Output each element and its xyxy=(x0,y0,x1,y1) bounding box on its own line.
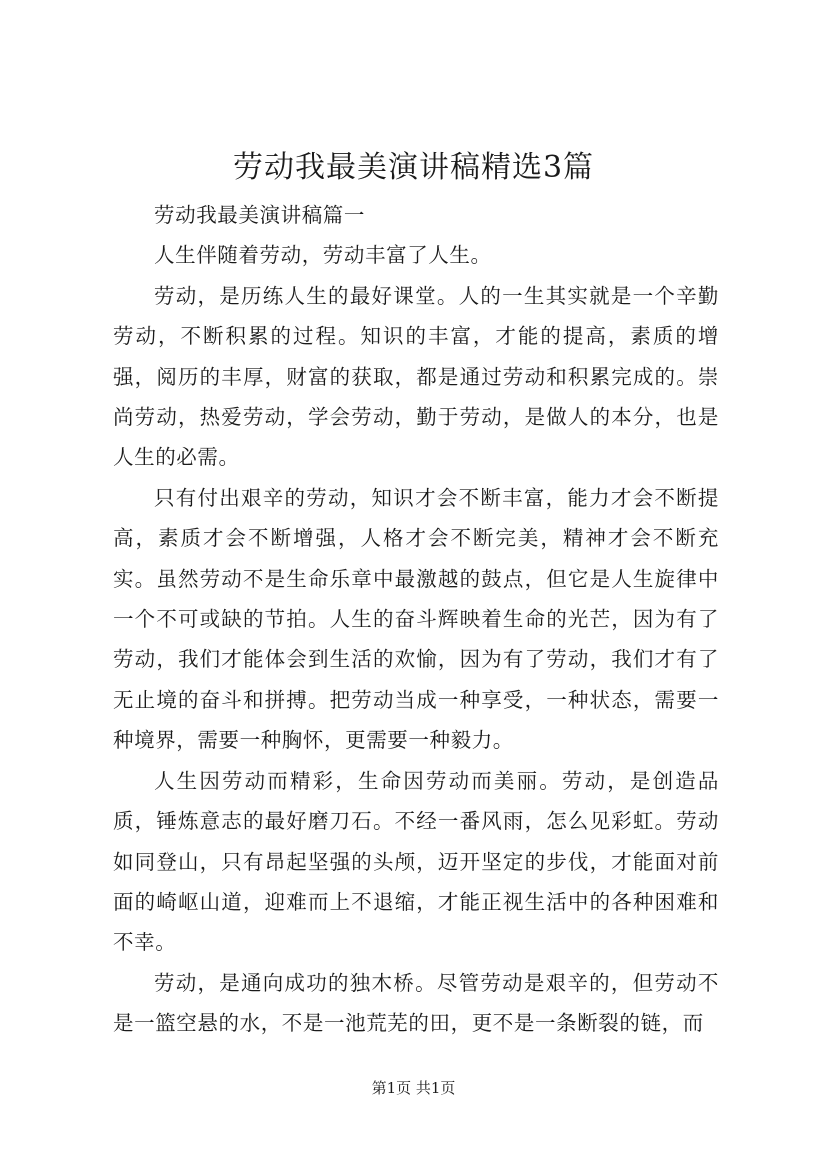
paragraph: 劳动，是历练人生的最好课堂。人的一生其实就是一个辛勤劳动，不断积累的过程。知识的丰富，才能的提高，素质的增强，阅历的丰厚，财富的获取，都是通过劳动和积累完成的。崇尚劳动，热爱劳动，学会劳动，勤于劳动，是做人的本分，也是人生的必需。 xyxy=(113,283,719,470)
document-title: 劳动我最美演讲稿精选3篇 xyxy=(232,150,595,185)
section-heading: 劳动我最美演讲稿篇一 xyxy=(154,203,365,227)
paragraph: 人生伴随着劳动，劳动丰富了人生。 xyxy=(154,243,492,268)
paragraph: 只有付出艰辛的劳动，知识才会不断丰富，能力才会不断提高，素质才会不断增强，人格才会不断完美，精神才会不断充实。虽然劳动不是生命乐章中最激越的鼓点，但它是人生旋律中一个不可或缺的节拍。人生的奋斗辉映着生命的光芒，因为有了劳动，我们才能体会到生活的欢愉，因为有了劳动，我们才有了无止境的奋斗和拼搏。把劳动当成一种享受，一种状态，需要一种境界，需要一种胸怀，更需要一种毅力。 xyxy=(113,485,719,753)
paragraph: 人生因劳动而精彩，生命因劳动而美丽。劳动，是创造品质，锤炼意志的最好磨刀石。不经一番风雨，怎么见彩虹。劳动如同登山，只有昂起坚强的头颅，迈开坚定的步伐，才能面对前面的崎岖山道，迎难而上不退缩，才能正视生活中的各种困难和不幸。 xyxy=(113,768,719,955)
paragraph: 劳动，是通向成功的独木桥。尽管劳动是艰辛的，但劳动不是一篮空悬的水，不是一池荒芜的田，更不是一条断裂的链，而 xyxy=(113,970,719,1036)
document-body xyxy=(113,195,719,1044)
page-footer: 第1页 共1页 xyxy=(371,1079,456,1097)
